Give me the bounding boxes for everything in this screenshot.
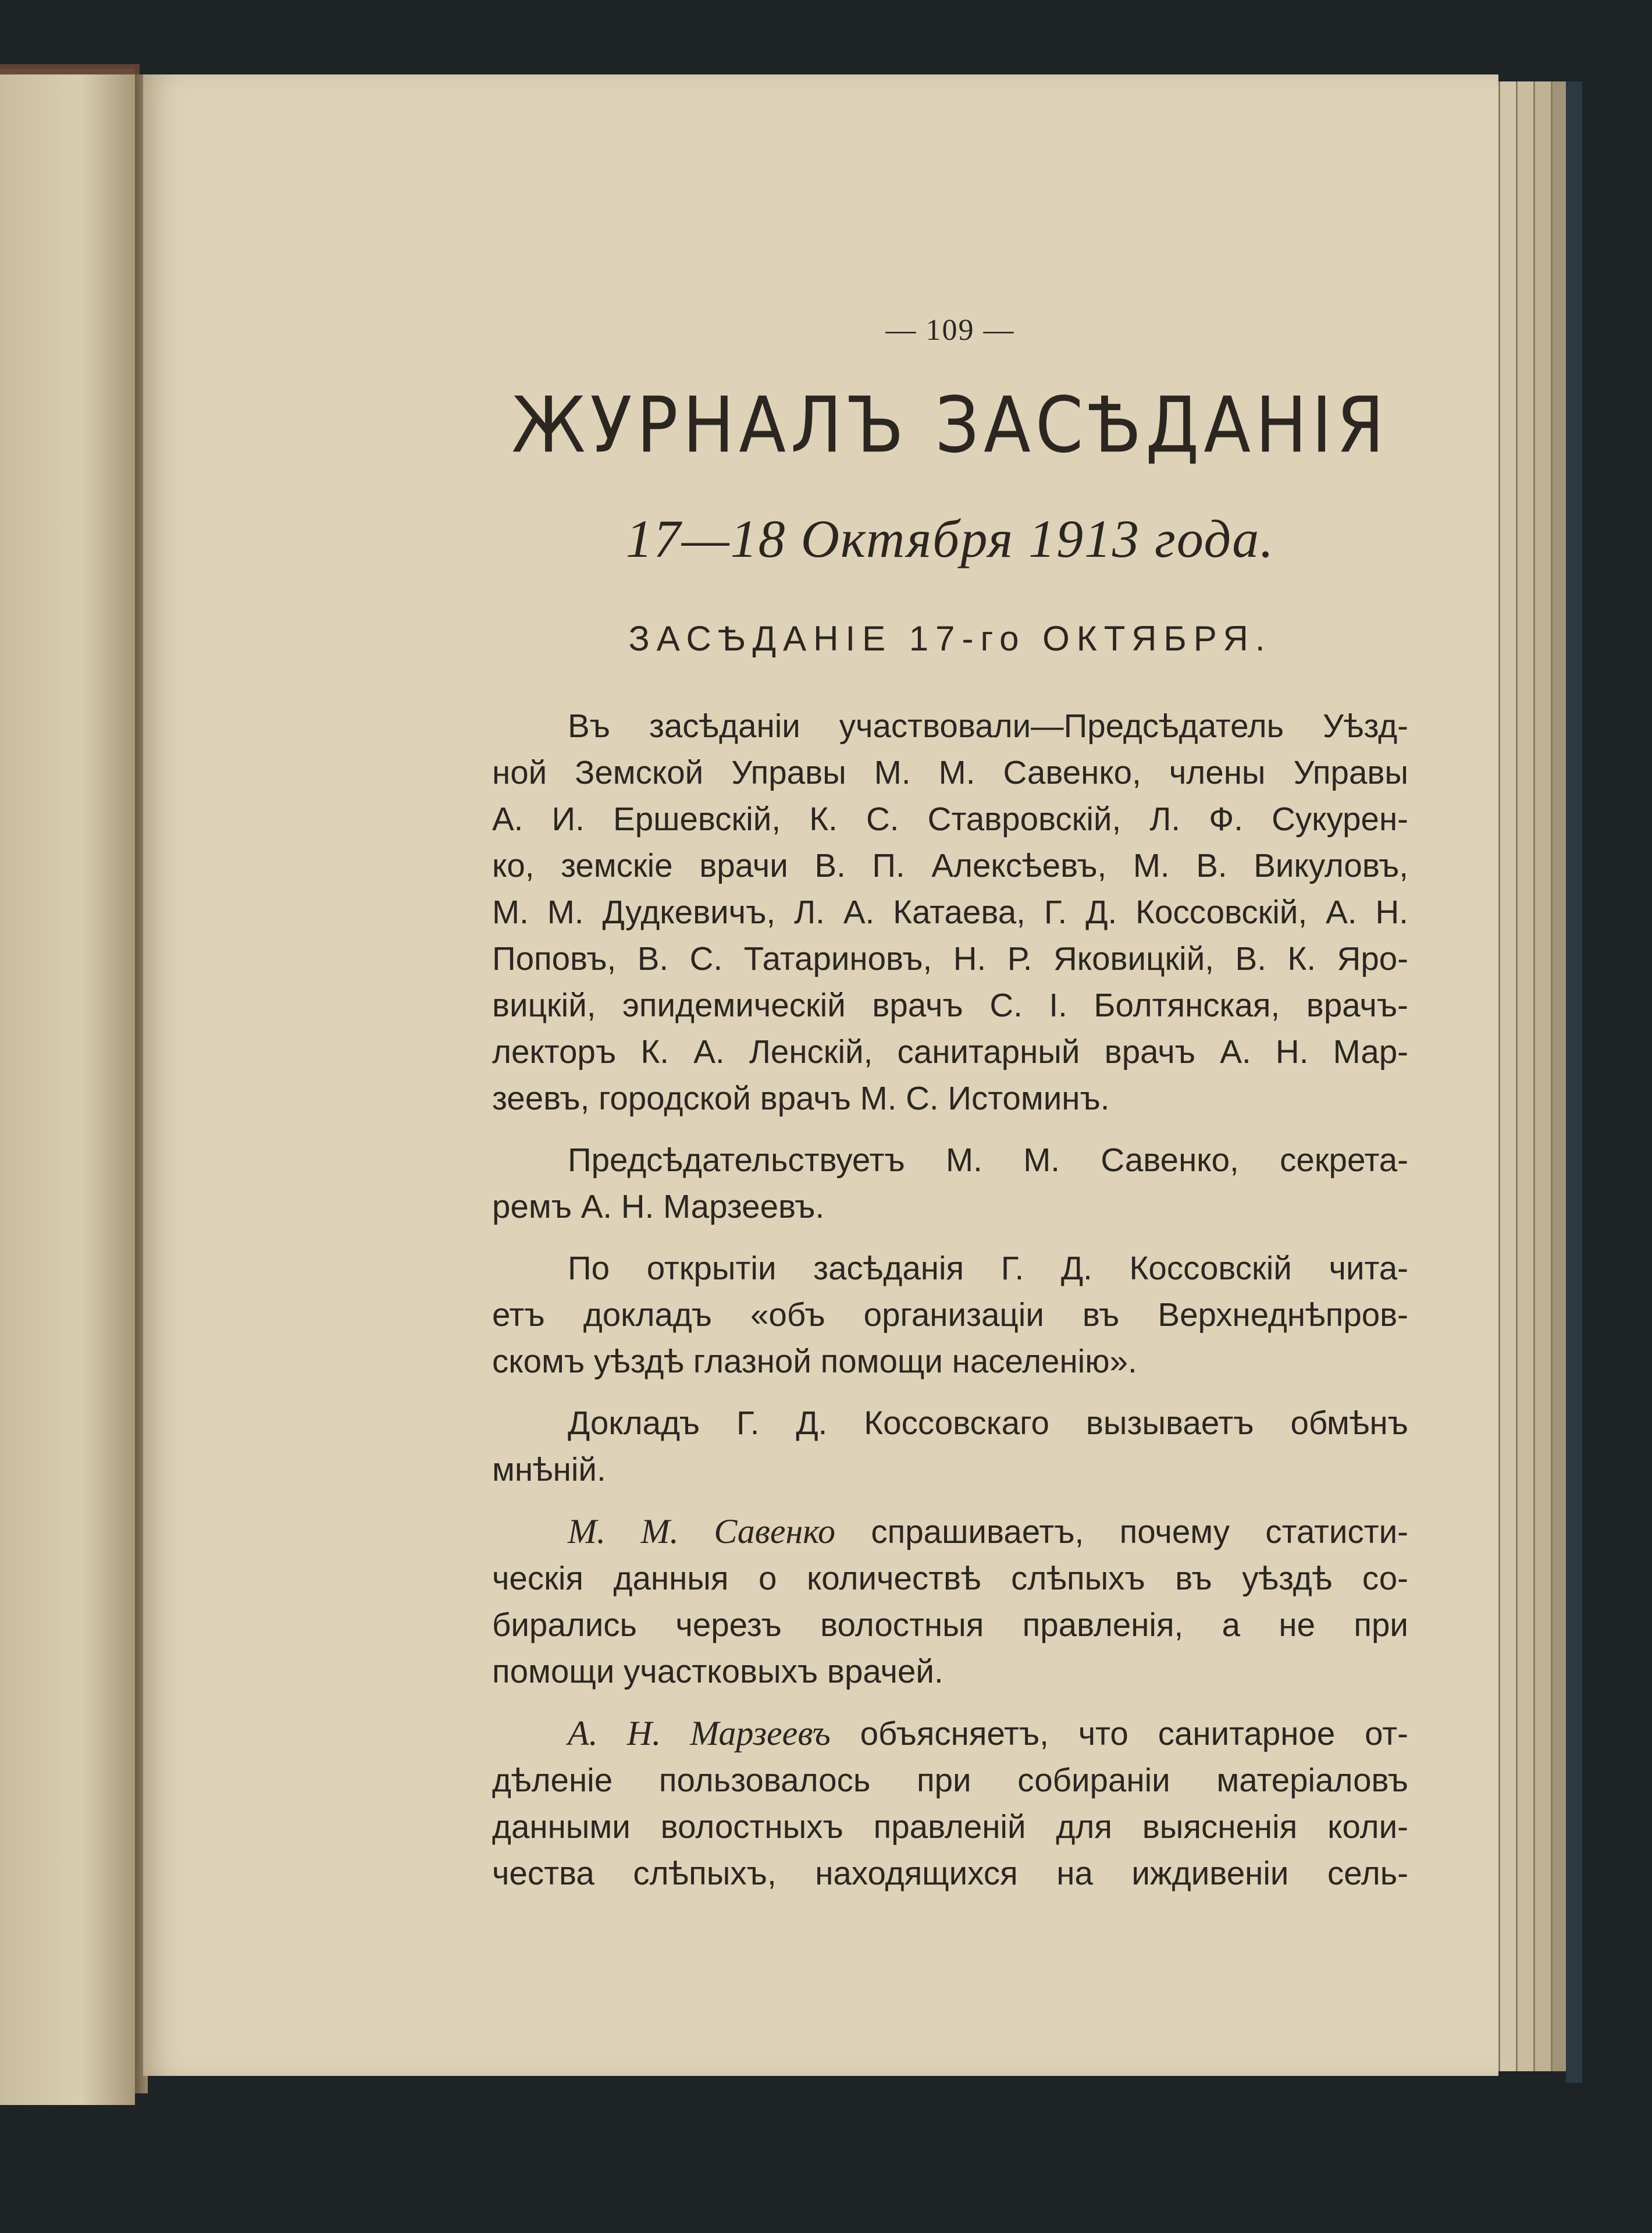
text-line: чества слѣпыхъ, находящихся на иждивеніи сель- — [492, 1855, 1408, 1891]
text-line: А. Н. Марзеевъ объясняетъ, что санитарное от- — [568, 1714, 1408, 1752]
text-line: ремъ А. Н. Марзеевъ. — [492, 1188, 825, 1225]
paragraph-attendees — [492, 703, 1408, 1122]
page-stack-edge — [1533, 81, 1553, 2071]
page-stack-edge — [1516, 81, 1535, 2071]
paragraph-chair — [492, 1137, 1408, 1230]
text-line: бирались черезъ волостныя правленія, а не при — [492, 1606, 1408, 1643]
meeting-date: 17—18 Октября 1913 года. — [625, 509, 1275, 568]
speaker-name: М. М. Савенко — [568, 1512, 836, 1551]
paragraph-report — [492, 1245, 1408, 1385]
paragraph-discussion — [492, 1400, 1408, 1493]
text-line: Поповъ, В. С. Татариновъ, Н. Р. Яковицкій, В. К. Яро- — [492, 940, 1408, 977]
text-line: скомъ уѣздѣ глазной помощи населенію». — [492, 1343, 1137, 1379]
text-line: Докладъ Г. Д. Коссовскаго вызываетъ обмѣнъ — [568, 1404, 1408, 1441]
section-heading: ЗАСѢДАНІЕ 17-го ОКТЯБРЯ. — [628, 619, 1272, 658]
text-line: лекторъ К. А. Ленскій, санитарный врачъ А. Н. Мар- — [492, 1033, 1408, 1070]
text-line: ко, земскіе врачи В. П. Алексѣевъ, М. В. Викуловъ, — [492, 847, 1408, 884]
text-line: М. М. Савенко спрашиваетъ, почему статисти- — [568, 1512, 1408, 1551]
book-cover-edge — [1566, 81, 1582, 2083]
text-line: М. М. Дудкевичъ, Л. А. Катаева, Г. Д. Коссовскій, А. Н. — [492, 894, 1408, 930]
text-line: зеевъ, городской врачъ М. С. Истоминъ. — [492, 1080, 1110, 1116]
text-line: дѣленіе пользовалось при собираніи матеріаловъ — [492, 1762, 1408, 1798]
text-line: данными волостныхъ правленій для выясненія коли- — [492, 1808, 1408, 1845]
text-line: ной Земской Управы М. М. Савенко, члены Управы — [492, 754, 1408, 791]
page-stack-edge — [1498, 81, 1518, 2071]
text-line: По открытіи засѣданія Г. Д. Коссовскій чита- — [568, 1250, 1408, 1286]
body-text — [492, 703, 1408, 1912]
page-number: — 109 — — [885, 314, 1015, 347]
text-line: вицкій, эпидемическій врачъ С. І. Болтянская, врачъ- — [492, 987, 1408, 1023]
paragraph-marzeev — [492, 1710, 1408, 1897]
text-line: ческія данныя о количествѣ слѣпыхъ въ уѣздѣ со- — [492, 1560, 1408, 1596]
text-line: помощи участковыхъ врачей. — [492, 1653, 944, 1690]
page-title: ЖУРНАЛЪ ЗАСѢДАНІЯ — [511, 380, 1389, 470]
page-stack-edge — [1551, 81, 1568, 2071]
text-line: А. И. Ершевскій, К. С. Ставровскій, Л. Ф. Сукурен- — [492, 801, 1408, 837]
text-line: мнѣній. — [492, 1451, 606, 1488]
previous-page-edge — [0, 69, 135, 2105]
speaker-name: А. Н. Марзеевъ — [568, 1714, 831, 1752]
text-line: Въ засѣданіи участвовали—Предсѣдатель Уѣзд- — [568, 707, 1408, 744]
text-line: Предсѣдательствуетъ М. М. Савенко, секрета- — [568, 1142, 1408, 1178]
book-page — [143, 74, 1498, 2076]
text-line: етъ докладъ «объ организаціи въ Верхнеднѣпров- — [492, 1296, 1408, 1333]
paragraph-savenko — [492, 1508, 1408, 1695]
